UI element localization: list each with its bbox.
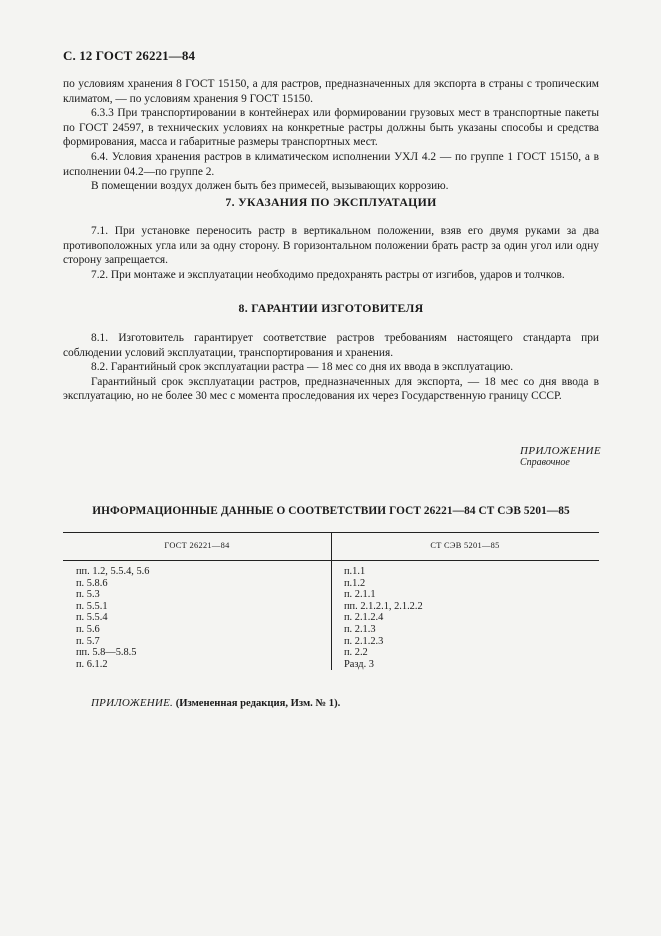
section-7-body <box>63 224 599 282</box>
table-cell: п. 2.1.1 <box>344 589 376 601</box>
table-column-gost <box>76 566 149 670</box>
paragraph-warranty-export: Гарантийный срок эксплуатации растров, предназначенных для экспорта, — 18 мес со дня ввода в эксплуатацию, но не более 30 мес с момента проследования их через Государственную границу СССР. <box>63 375 599 403</box>
table-cell: п. 2.1.3 <box>344 623 376 635</box>
table-cell: Разд. 3 <box>344 658 374 670</box>
table-cell: п. 5.5.1 <box>76 600 108 612</box>
table-header-gost: ГОСТ 26221—84 <box>164 541 230 550</box>
paragraph-7-2: 7.2. При монтаже и эксплуатации необходимо предохранять растры от изгибов, ударов и толчков. <box>91 268 565 281</box>
table-column-st-sev <box>344 566 423 670</box>
paragraph-7-1: 7.1. При установке переносить растр в вертикальном положении, взяв его двумя руками за два противоположных угла или за одну сторону. В горизонтальном положении брать растр за один угол или одну сторону запрещается. <box>63 225 599 267</box>
page-header: С. 12 ГОСТ 26221—84 <box>63 48 196 63</box>
table-cell: п. 5.3 <box>76 589 100 601</box>
table-header-st-sev: СТ СЭВ 5201—85 <box>430 541 500 550</box>
table-cell: п. 2.1.2.4 <box>344 612 384 624</box>
appendix-label <box>520 445 601 468</box>
table-cell: п.1.1 <box>344 566 366 577</box>
table-cell: п. 6.1.2 <box>76 658 108 670</box>
paragraph-8-1: 8.1. Изготовитель гарантирует соответствие растров требованиям настоящего стандарта при соблюдении условий эксплуатации, транспортирования и хранения. <box>63 332 599 359</box>
table-cell: п. 2.2 <box>344 647 368 659</box>
section-7-title: 7. УКАЗАНИЯ ПО ЭКСПЛУАТАЦИИ <box>225 195 437 209</box>
table-cell: пп. 5.8—5.8.5 <box>76 647 137 659</box>
paragraph-8-2: 8.2. Гарантийный срок эксплуатации растра — 18 мес со дня их ввода в эксплуатацию. <box>91 361 514 374</box>
amendment-note <box>91 697 340 709</box>
paragraph-continuation: по условиям хранения 8 ГОСТ 15150, а для растров, предназначенных для экспорта в страны с тропическим климатом, — по условиям хранения 9 ГОСТ 15150. <box>63 78 599 105</box>
table-cell: п. 2.1.2.3 <box>344 635 384 647</box>
table-cell: п.1.2 <box>344 577 366 589</box>
table-cell: п. 5.7 <box>76 635 100 647</box>
table-cell: п. 5.8.6 <box>76 577 108 589</box>
table-cell: п. 5.5.4 <box>76 612 108 624</box>
table-column-divider <box>331 532 332 670</box>
amendment-note-label: ПРИЛОЖЕНИЕ. <box>91 697 173 709</box>
table-cell: пп. 1.2, 5.5.4, 5.6 <box>76 566 150 577</box>
amendment-note-text: (Измененная редакция, Изм. № 1). <box>175 698 341 709</box>
paragraph-6-4: 6.4. Условия хранения растров в климатическом исполнении УХЛ 4.2 — по группе 1 ГОСТ 15150, а в исполнении 04.2—по группе 2. <box>63 150 599 178</box>
table-cell: пп. 2.1.2.1, 2.1.2.2 <box>344 600 423 612</box>
table-cell: п. 5.6 <box>76 623 100 635</box>
appendix-subtitle: Справочное <box>520 457 570 468</box>
top-paragraphs <box>63 77 599 194</box>
section-8-title: 8. ГАРАНТИИ ИЗГОТОВИТЕЛЯ <box>238 301 424 315</box>
correspondence-table <box>63 532 599 674</box>
info-data-title: ИНФОРМАЦИОННЫЕ ДАННЫЕ О СООТВЕТСТВИИ ГОСТ 26221—84 СТ СЭВ 5201—85 <box>92 505 570 517</box>
appendix-title: ПРИЛОЖЕНИЕ <box>520 445 601 457</box>
paragraph-air: В помещении воздух должен быть без примесей, вызывающих коррозию. <box>91 180 449 193</box>
section-8-body <box>63 331 599 404</box>
paragraph-6-3-3: 6.3.3 При транспортировании в контейнерах или формировании грузовых мест в транспортные пакеты по ГОСТ 24597, в технических условиях на конкретные растры должны быть указаны способы и средства формирования, масса и габаритные размеры транспортных мест. <box>63 107 599 149</box>
